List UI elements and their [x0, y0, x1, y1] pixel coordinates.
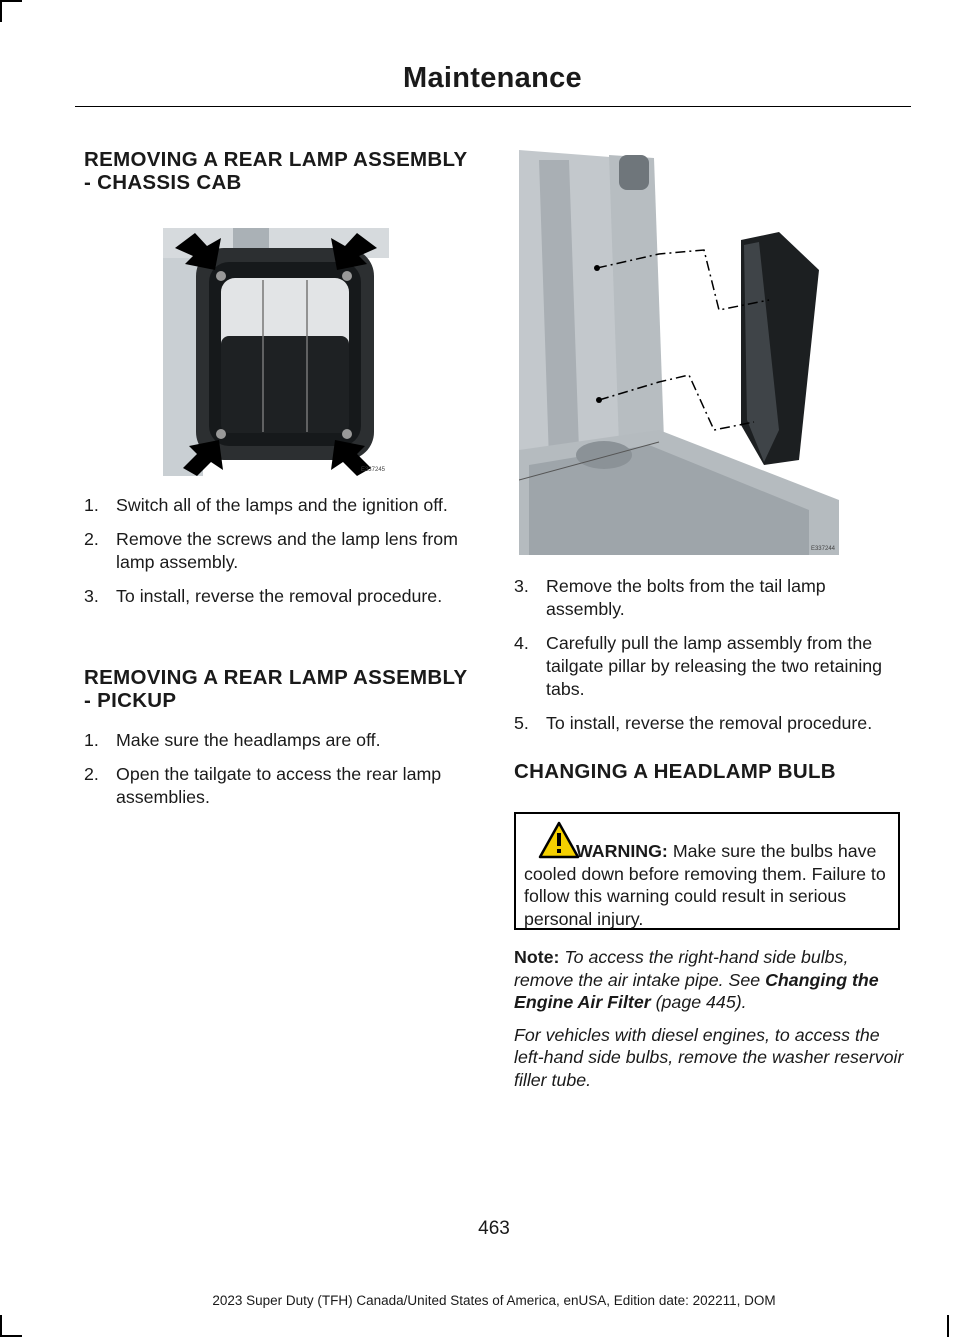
chassis-image-code: E337245: [360, 467, 385, 473]
pickup-image-code: E337244: [810, 546, 835, 552]
note-page: (page 445).: [655, 992, 747, 1012]
warning-box: [514, 812, 900, 930]
warning-icon: [538, 821, 580, 859]
headlamp-heading: CHANGING A HEADLAMP BULB: [514, 760, 836, 783]
note-section: [514, 946, 908, 1091]
list-item: 3. Remove the bolts from the tail lamp assembly.: [514, 576, 826, 619]
list-item: 4. Carefully pull the lamp assembly from the tailgate pillar by releasing the two retaining tabs.: [514, 633, 883, 699]
warning-text: Make sure the bulbs have cooled down before removing them. Failure to follow this warning could result in serious personal injury.: [524, 841, 886, 929]
pickup-lamp-illustration: [519, 150, 839, 555]
chassis-section: [84, 148, 476, 194]
crop-mark: [0, 0, 22, 2]
list-item: 2. Open the tailgate to access the rear lamp assemblies.: [84, 764, 442, 807]
note-link[interactable]: Changing the Engine Air Filter: [514, 969, 879, 1012]
page-number: 463: [478, 1218, 510, 1239]
headlamp-section: [514, 760, 908, 783]
page-title: Maintenance: [403, 62, 582, 94]
chassis-lamp-illustration: [163, 228, 389, 476]
crop-mark: [947, 1315, 949, 1337]
header-divider: [75, 106, 911, 107]
crop-mark: [0, 0, 2, 22]
pickup-steps: [84, 729, 476, 820]
crop-mark: [0, 1315, 2, 1337]
note-text: To access the right-hand side bulbs, remove the air intake pipe. See: [514, 947, 849, 990]
edition-footer: 2023 Super Duty (TFH) Canada/United States of America, enUSA, Edition date: 202211, DOM: [212, 1293, 776, 1308]
note-paragraph: [514, 946, 908, 1014]
pickup-section: [84, 666, 476, 712]
chassis-heading: REMOVING A REAR LAMP ASSEMBLY - CHASSIS CAB: [84, 148, 468, 194]
list-item: 5. To install, reverse the removal procedure.: [514, 713, 873, 733]
list-item: 1. Make sure the headlamps are off.: [84, 730, 381, 750]
chassis-steps: [84, 494, 476, 619]
list-item: 2. Remove the screws and the lamp lens from lamp assembly.: [84, 529, 458, 572]
list-item: 3. To install, reverse the removal procedure.: [84, 586, 443, 606]
note-label: Note:: [514, 947, 560, 967]
pickup-heading: REMOVING A REAR LAMP ASSEMBLY - PICKUP: [84, 666, 468, 712]
list-item: 1. Switch all of the lamps and the ignition off.: [84, 495, 448, 515]
pickup-steps-continued: [514, 575, 908, 746]
diesel-paragraph: For vehicles with diesel engines, to access the left-hand side bulbs, remove the washer reservoir filler tube.: [514, 1024, 904, 1090]
warning-label: WARNING:: [576, 841, 668, 861]
